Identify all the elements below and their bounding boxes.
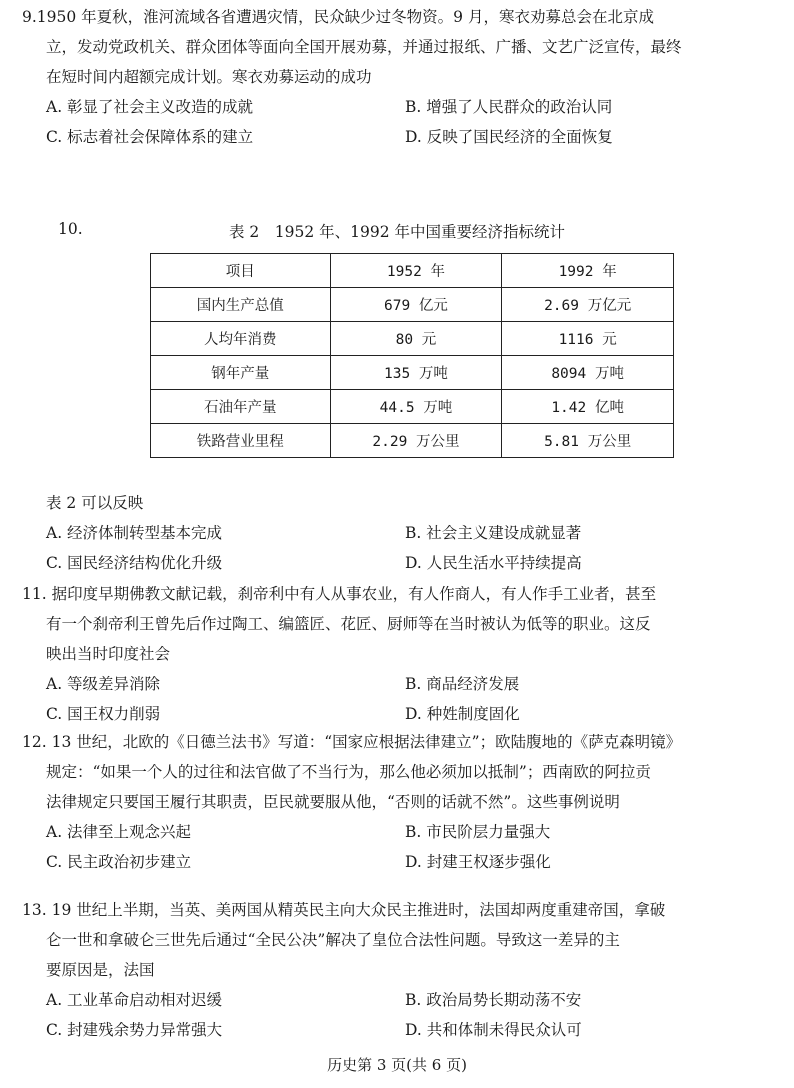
question-9-options-row-2	[22, 122, 782, 152]
table-header: 1992 年	[502, 254, 674, 288]
question-12-line-1: 12. 13 世纪，北欧的《日德兰法书》写道：“国家应根据法律建立”；欧陆腹地的《萨克森明镜》	[22, 733, 682, 751]
table-caption: 表 2 1952 年、1992 年中国重要经济指标统计	[228, 223, 566, 241]
question-11-options-row-1	[22, 669, 782, 699]
question-10-stem: 表 2 可以反映	[46, 494, 144, 512]
option-c[interactable]: C. 封建残余势力异常强大	[46, 1021, 223, 1039]
question-12-line-2: 规定：“如果一个人的过往和法官做了不当行为，那么他必须加以抵制”；西南欧的阿拉贡	[46, 763, 651, 781]
option-a[interactable]: A. 法律至上观念兴起	[46, 823, 192, 841]
table-cell: 2.69 万亿元	[502, 288, 674, 322]
option-c[interactable]: C. 民主政治初步建立	[46, 853, 192, 871]
question-13-line-3: 要原因是，法国	[46, 961, 155, 979]
option-b[interactable]: B. 商品经济发展	[405, 675, 520, 693]
question-9-line-3: 在短时间内超额完成计划。寒衣劝募运动的成功	[46, 68, 372, 86]
question-9-options-row-1	[22, 92, 782, 122]
table-header: 项目	[151, 254, 331, 288]
table-row	[151, 424, 674, 458]
table-row	[151, 288, 674, 322]
option-a[interactable]: A. 彰显了社会主义改造的成就	[46, 98, 254, 116]
question-10-body	[22, 488, 782, 578]
option-b[interactable]: B. 市民阶层力量强大	[405, 823, 551, 841]
question-13-options-row-1	[22, 985, 782, 1015]
question-9-line-2: 立，发动党政机关、群众团体等面向全国开展劝募，并通过报纸、广播、文艺广泛宣传，最终	[46, 38, 682, 56]
table-cell: 人均年消费	[151, 322, 331, 356]
question-13-line-2: 仑一世和拿破仑三世先后通过“全民公决”解决了皇位合法性问题。导致这一差异的主	[46, 931, 620, 949]
table-cell: 679 亿元	[330, 288, 502, 322]
question-10-number: 10.	[58, 220, 83, 238]
question-12-options-row-1	[22, 817, 782, 847]
question-13	[22, 895, 782, 1045]
table-cell: 8094 万吨	[502, 356, 674, 390]
option-d[interactable]: D. 种姓制度固化	[405, 705, 520, 723]
table-cell: 钢年产量	[151, 356, 331, 390]
table-cell: 铁路营业里程	[151, 424, 331, 458]
question-9-line-1: 9.1950 年夏秋，淮河流域各省遭遇灾情，民众缺少过冬物资。9 月，寒衣劝募总会在北京成	[22, 8, 654, 26]
option-c[interactable]: C. 标志着社会保障体系的建立	[46, 128, 254, 146]
question-12	[22, 727, 782, 877]
table-cell: 44.5 万吨	[330, 390, 502, 424]
table-row	[151, 322, 674, 356]
table-cell: 石油年产量	[151, 390, 331, 424]
question-12-options-row-2	[22, 847, 782, 877]
option-a[interactable]: A. 等级差异消除	[46, 675, 161, 693]
table-cell: 1.42 亿吨	[502, 390, 674, 424]
question-9	[22, 2, 782, 152]
table-cell: 5.81 万公里	[502, 424, 674, 458]
question-11-line-1: 11. 据印度早期佛教文献记载，刹帝利中有人从事农业，有人作商人，有人作手工业者，甚至	[22, 585, 657, 603]
page-footer: 历史第 3 页(共 6 页)	[327, 1056, 467, 1074]
question-11-line-3: 映出当时印度社会	[46, 645, 171, 663]
table-cell: 2.29 万公里	[330, 424, 502, 458]
question-11	[22, 579, 782, 729]
option-d[interactable]: D. 人民生活水平持续提高	[405, 554, 582, 572]
option-a[interactable]: A. 工业革命启动相对迟缓	[46, 991, 223, 1009]
option-c[interactable]: C. 国民经济结构优化升级	[46, 554, 223, 572]
table-cell: 1116 元	[502, 322, 674, 356]
economic-indicators-table	[150, 253, 674, 458]
option-d[interactable]: D. 反映了国民经济的全面恢复	[405, 128, 613, 146]
table-row	[151, 356, 674, 390]
option-d[interactable]: D. 封建王权逐步强化	[405, 853, 551, 871]
question-11-options-row-2	[22, 699, 782, 729]
option-d[interactable]: D. 共和体制未得民众认可	[405, 1021, 582, 1039]
question-13-line-1: 13. 19 世纪上半期，当英、美两国从精英民主向大众民主推进时，法国却两度重建帝国，拿破	[22, 901, 666, 919]
table-cell: 80 元	[330, 322, 502, 356]
table-header-row	[151, 254, 674, 288]
table-cell: 国内生产总值	[151, 288, 331, 322]
option-b[interactable]: B. 社会主义建设成就显著	[405, 524, 582, 542]
question-10-options-row-2	[22, 548, 782, 578]
question-10-options-row-1	[22, 518, 782, 548]
option-b[interactable]: B. 增强了人民群众的政治认同	[405, 98, 613, 116]
table-header: 1952 年	[330, 254, 502, 288]
option-b[interactable]: B. 政治局势长期动荡不安	[405, 991, 582, 1009]
table-row	[151, 390, 674, 424]
question-12-line-3: 法律规定只要国王履行其职责，臣民就要服从他，“否则的话就不然”。这些事例说明	[46, 793, 620, 811]
question-13-options-row-2	[22, 1015, 782, 1045]
option-a[interactable]: A. 经济体制转型基本完成	[46, 524, 223, 542]
table-cell: 135 万吨	[330, 356, 502, 390]
option-c[interactable]: C. 国王权力削弱	[46, 705, 161, 723]
question-11-line-2: 有一个刹帝利王曾先后作过陶工、编篮匠、花匠、厨师等在当时被认为低等的职业。这反	[46, 615, 651, 633]
